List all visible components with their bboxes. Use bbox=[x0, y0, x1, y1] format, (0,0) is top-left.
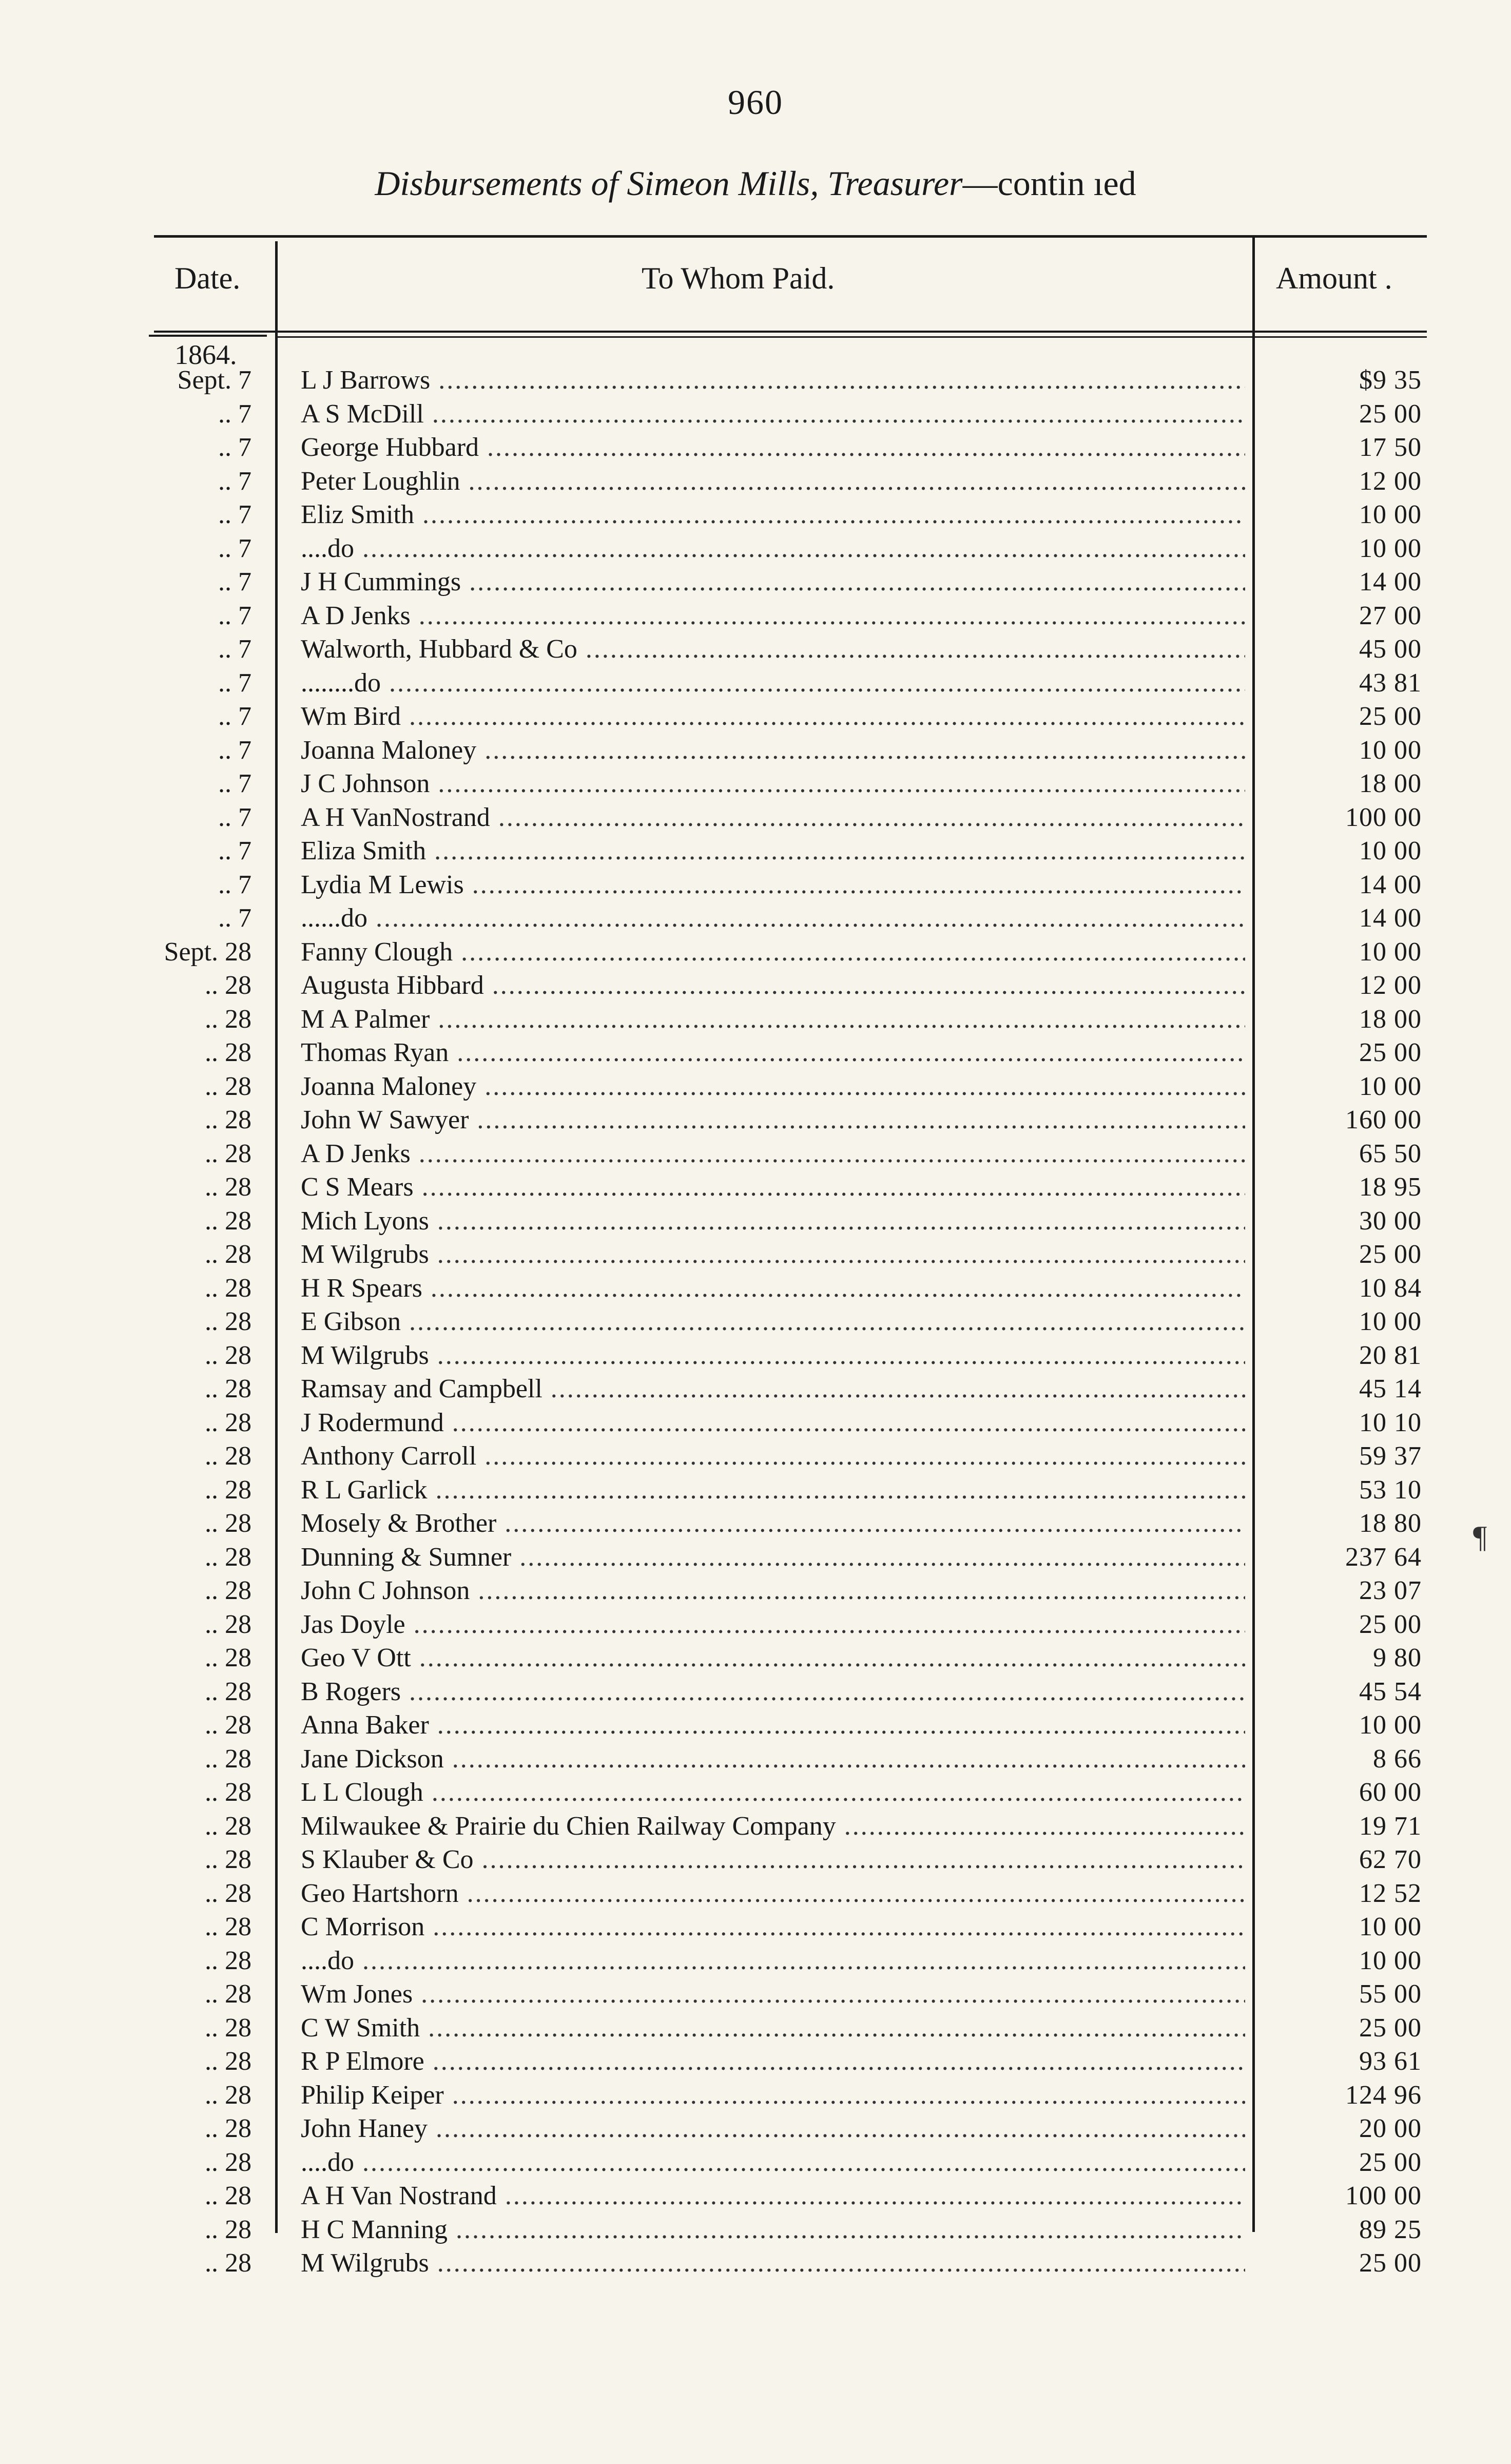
row-payee: Fanny Clough ..... bbox=[301, 935, 1245, 969]
row-amount: 10 84 bbox=[1359, 1273, 1422, 1303]
row-amount: 60 00 bbox=[1359, 1778, 1422, 1807]
table-row bbox=[0, 767, 1511, 801]
row-amount: 10 00 bbox=[1359, 1912, 1422, 1941]
row-payee: A D Jenks ..... bbox=[301, 1137, 1245, 1171]
row-amount: 10 00 bbox=[1359, 735, 1422, 765]
row-payee: Lydia M Lewis ..... bbox=[301, 868, 1245, 902]
row-date: .. 28 bbox=[205, 1206, 251, 1236]
row-payee: J Rodermund ..... bbox=[301, 1406, 1245, 1440]
row-date: .. 28 bbox=[205, 2147, 251, 2177]
row-date: .. 28 bbox=[205, 2248, 251, 2278]
row-amount: 18 00 bbox=[1359, 769, 1422, 798]
row-payee: Philip Keiper ..... bbox=[301, 2078, 1245, 2112]
table-row bbox=[0, 1507, 1511, 1541]
row-date: .. 7 bbox=[218, 466, 251, 496]
row-date: .. 7 bbox=[218, 702, 251, 731]
title-plain: —contin ıed bbox=[962, 164, 1136, 203]
row-payee: Milwaukee & Prairie du Chien Railway Company ..... bbox=[301, 1810, 1245, 1843]
row-payee: John C Johnson ..... bbox=[301, 1574, 1245, 1608]
table-row bbox=[0, 2213, 1511, 2247]
row-payee: M Wilgrubs ..... bbox=[301, 1339, 1245, 1373]
row-payee: C S Mears ..... bbox=[301, 1170, 1245, 1204]
table-row bbox=[0, 1944, 1511, 1978]
row-amount: 19 71 bbox=[1359, 1811, 1422, 1841]
row-payee: Thomas Ryan ..... bbox=[301, 1036, 1245, 1070]
row-date: .. 28 bbox=[205, 1307, 251, 1336]
row-payee: Augusta Hibbard ..... bbox=[301, 969, 1245, 1003]
row-payee: A H VanNostrand ..... bbox=[301, 801, 1245, 835]
row-amount: 14 00 bbox=[1359, 567, 1422, 596]
row-date: .. 7 bbox=[218, 634, 251, 664]
column-header-amount: Amount . bbox=[1276, 261, 1392, 295]
table-row bbox=[0, 1372, 1511, 1406]
row-date: .. 28 bbox=[205, 1643, 251, 1672]
row-payee: Ramsay and Campbell ..... bbox=[301, 1372, 1245, 1406]
table-row bbox=[0, 1272, 1511, 1305]
row-amount: 10 00 bbox=[1359, 500, 1422, 529]
table-row bbox=[0, 2112, 1511, 2146]
margin-mark: ¶ bbox=[1473, 1520, 1487, 1554]
row-date: .. 7 bbox=[218, 836, 251, 865]
column-header-date: Date. bbox=[175, 261, 241, 295]
row-amount: 45 14 bbox=[1359, 1374, 1422, 1403]
year-underline bbox=[149, 335, 267, 337]
row-payee: S Klauber & Co ..... bbox=[301, 1843, 1245, 1877]
row-payee: L L Clough ..... bbox=[301, 1776, 1245, 1810]
row-date: .. 28 bbox=[205, 1340, 251, 1370]
row-payee: Jane Dickson ..... bbox=[301, 1742, 1245, 1776]
table-row bbox=[0, 1977, 1511, 2011]
row-amount: 14 00 bbox=[1359, 870, 1422, 899]
row-payee: B Rogers ..... bbox=[301, 1675, 1245, 1709]
table-row bbox=[0, 431, 1511, 465]
row-amount: 43 81 bbox=[1359, 668, 1422, 698]
row-date: .. 28 bbox=[205, 2114, 251, 2143]
row-amount: 30 00 bbox=[1359, 1206, 1422, 1236]
row-payee: George Hubbard ..... bbox=[301, 431, 1245, 465]
table-row bbox=[0, 2146, 1511, 2180]
row-amount: 25 00 bbox=[1359, 1609, 1422, 1639]
row-date: .. 28 bbox=[205, 1710, 251, 1740]
table-row bbox=[0, 935, 1511, 969]
row-date: .. 28 bbox=[205, 1609, 251, 1639]
row-amount: 18 00 bbox=[1359, 1004, 1422, 1034]
row-date: .. 28 bbox=[205, 2047, 251, 2076]
row-amount: 20 00 bbox=[1359, 2114, 1422, 2143]
table-row bbox=[0, 1877, 1511, 1911]
row-payee: R L Garlick ..... bbox=[301, 1473, 1245, 1507]
table-row bbox=[0, 1541, 1511, 1574]
table-row bbox=[0, 1036, 1511, 1070]
row-payee: M Wilgrubs ..... bbox=[301, 1238, 1245, 1272]
table-row bbox=[0, 801, 1511, 835]
row-date: .. 7 bbox=[218, 500, 251, 529]
row-amount: 65 50 bbox=[1359, 1139, 1422, 1168]
row-payee: R P Elmore ..... bbox=[301, 2045, 1245, 2078]
table-row bbox=[0, 1641, 1511, 1675]
table-row bbox=[0, 2246, 1511, 2280]
row-amount: 25 00 bbox=[1359, 2248, 1422, 2278]
row-date: .. 28 bbox=[205, 1912, 251, 1941]
row-date: .. 28 bbox=[205, 1542, 251, 1572]
table-row bbox=[0, 1574, 1511, 1608]
disbursement-table bbox=[0, 363, 1511, 2280]
row-payee: Joanna Maloney ..... bbox=[301, 734, 1245, 767]
row-date: .. 28 bbox=[205, 1004, 251, 1034]
table-row bbox=[0, 532, 1511, 566]
row-date: .. 7 bbox=[218, 601, 251, 630]
row-payee: ........do ..... bbox=[301, 666, 1245, 700]
table-row bbox=[0, 1776, 1511, 1810]
row-date: .. 7 bbox=[218, 870, 251, 899]
row-date: .. 7 bbox=[218, 802, 251, 832]
table-row bbox=[0, 1708, 1511, 1742]
table-row bbox=[0, 1238, 1511, 1272]
row-date: .. 28 bbox=[205, 1139, 251, 1168]
row-payee: E Gibson ..... bbox=[301, 1305, 1245, 1339]
row-date: .. 7 bbox=[218, 399, 251, 429]
row-payee: Wm Jones ..... bbox=[301, 1977, 1245, 2011]
row-date: .. 7 bbox=[218, 735, 251, 765]
row-amount: 23 07 bbox=[1359, 1576, 1422, 1605]
table-row bbox=[0, 565, 1511, 599]
row-payee: Mosely & Brother ..... bbox=[301, 1507, 1245, 1541]
table-row bbox=[0, 1339, 1511, 1373]
row-amount: 17 50 bbox=[1359, 433, 1422, 462]
row-amount: 10 00 bbox=[1359, 937, 1422, 967]
row-amount: 25 00 bbox=[1359, 2013, 1422, 2043]
column-header-payee: To Whom Paid. bbox=[642, 261, 835, 295]
table-row bbox=[0, 1070, 1511, 1104]
row-amount: 18 95 bbox=[1359, 1172, 1422, 1202]
row-amount: 59 37 bbox=[1359, 1441, 1422, 1471]
row-date: .. 7 bbox=[218, 769, 251, 798]
row-date: .. 28 bbox=[205, 1105, 251, 1134]
table-row bbox=[0, 2179, 1511, 2213]
table-row bbox=[0, 599, 1511, 633]
table-row bbox=[0, 2045, 1511, 2078]
row-payee: Wm Bird ..... bbox=[301, 700, 1245, 734]
row-date: .. 28 bbox=[205, 1677, 251, 1706]
row-amount: 45 54 bbox=[1359, 1677, 1422, 1706]
row-payee: A H Van Nostrand ..... bbox=[301, 2179, 1245, 2213]
row-payee: Geo V Ott ..... bbox=[301, 1641, 1245, 1675]
table-row bbox=[0, 1843, 1511, 1877]
row-date: .. 7 bbox=[218, 668, 251, 698]
row-payee: Peter Loughlin ..... bbox=[301, 465, 1245, 498]
table-row bbox=[0, 1910, 1511, 1944]
table-row bbox=[0, 1675, 1511, 1709]
table-row bbox=[0, 2078, 1511, 2112]
table-row bbox=[0, 1103, 1511, 1137]
row-amount: 10 00 bbox=[1359, 1307, 1422, 1336]
row-payee: John W Sawyer ..... bbox=[301, 1103, 1245, 1137]
row-payee: A D Jenks ..... bbox=[301, 599, 1245, 633]
table-row bbox=[0, 498, 1511, 532]
row-amount: 12 52 bbox=[1359, 1878, 1422, 1908]
row-amount: 25 00 bbox=[1359, 1038, 1422, 1067]
page-number: 960 bbox=[728, 83, 783, 122]
row-date: .. 28 bbox=[205, 971, 251, 1000]
row-payee: Dunning & Sumner ..... bbox=[301, 1541, 1245, 1574]
row-date: .. 7 bbox=[218, 567, 251, 596]
row-payee: ......do ..... bbox=[301, 901, 1245, 935]
table-row bbox=[0, 632, 1511, 666]
table-row bbox=[0, 734, 1511, 767]
row-payee: Geo Hartshorn ..... bbox=[301, 1877, 1245, 1911]
row-amount: 18 80 bbox=[1359, 1509, 1422, 1538]
row-amount: 160 00 bbox=[1345, 1105, 1422, 1134]
row-date: .. 28 bbox=[205, 1441, 251, 1471]
row-date: .. 28 bbox=[205, 1240, 251, 1269]
row-date: .. 28 bbox=[205, 1946, 251, 1975]
row-date: .. 28 bbox=[205, 1374, 251, 1403]
table-row bbox=[0, 465, 1511, 498]
row-amount: 9 80 bbox=[1373, 1643, 1422, 1672]
table-row bbox=[0, 397, 1511, 431]
table-row bbox=[0, 363, 1511, 397]
title-italic: Disbursements of Simeon Mills, Treasurer bbox=[375, 164, 963, 203]
table-row bbox=[0, 969, 1511, 1003]
row-amount: 89 25 bbox=[1359, 2215, 1422, 2244]
table-row bbox=[0, 1608, 1511, 1642]
table-row bbox=[0, 834, 1511, 868]
row-date: Sept. 7 bbox=[177, 365, 251, 395]
header-top-rule bbox=[154, 235, 1427, 238]
table-row bbox=[0, 1473, 1511, 1507]
row-payee: ....do ..... bbox=[301, 1944, 1245, 1978]
row-amount: 25 00 bbox=[1359, 2147, 1422, 2177]
row-amount: 12 00 bbox=[1359, 971, 1422, 1000]
row-payee: ....do ..... bbox=[301, 2146, 1245, 2180]
row-amount: 124 96 bbox=[1345, 2080, 1422, 2110]
table-row bbox=[0, 1204, 1511, 1238]
row-date: .. 28 bbox=[205, 2181, 251, 2210]
table-row bbox=[0, 1406, 1511, 1440]
row-amount: 10 10 bbox=[1359, 1408, 1422, 1437]
row-payee: L J Barrows ..... bbox=[301, 363, 1245, 397]
row-payee: M A Palmer ..... bbox=[301, 1003, 1245, 1036]
row-date: Sept. 28 bbox=[164, 937, 251, 967]
row-date: .. 28 bbox=[205, 1744, 251, 1774]
row-date: .. 28 bbox=[205, 1408, 251, 1437]
table-row bbox=[0, 1137, 1511, 1171]
table-row bbox=[0, 1003, 1511, 1036]
row-payee: A S McDill ..... bbox=[301, 397, 1245, 431]
row-payee: Eliz Smith ..... bbox=[301, 498, 1245, 532]
table-row bbox=[0, 901, 1511, 935]
row-payee: Anna Baker ..... bbox=[301, 1708, 1245, 1742]
row-date: .. 28 bbox=[205, 1778, 251, 1807]
row-payee: Anthony Carroll ..... bbox=[301, 1439, 1245, 1473]
row-date: .. 7 bbox=[218, 433, 251, 462]
row-payee: H C Manning ..... bbox=[301, 2213, 1245, 2247]
row-payee: Jas Doyle ..... bbox=[301, 1608, 1245, 1642]
row-amount: 25 00 bbox=[1359, 399, 1422, 429]
row-date: .. 28 bbox=[205, 2080, 251, 2110]
table-row bbox=[0, 1305, 1511, 1339]
table-row bbox=[0, 1810, 1511, 1843]
row-date: .. 28 bbox=[205, 1038, 251, 1067]
row-date: .. 7 bbox=[218, 533, 251, 563]
row-amount: 10 00 bbox=[1359, 1946, 1422, 1975]
row-date: .. 28 bbox=[205, 1576, 251, 1605]
row-amount: 10 00 bbox=[1359, 1071, 1422, 1101]
row-date: .. 28 bbox=[205, 1475, 251, 1505]
row-payee: John Haney ..... bbox=[301, 2112, 1245, 2146]
row-amount: 100 00 bbox=[1345, 2181, 1422, 2210]
row-amount: 25 00 bbox=[1359, 702, 1422, 731]
row-amount: 12 00 bbox=[1359, 466, 1422, 496]
table-row bbox=[0, 666, 1511, 700]
row-payee: Mich Lyons ..... bbox=[301, 1204, 1245, 1238]
table-row bbox=[0, 700, 1511, 734]
row-payee: C Morrison ..... bbox=[301, 1910, 1245, 1944]
row-amount: 53 10 bbox=[1359, 1475, 1422, 1505]
row-amount: 25 00 bbox=[1359, 1240, 1422, 1269]
row-payee: ....do ..... bbox=[301, 532, 1245, 566]
table-row bbox=[0, 868, 1511, 902]
row-payee: Eliza Smith ..... bbox=[301, 834, 1245, 868]
row-amount: 62 70 bbox=[1359, 1845, 1422, 1874]
row-amount: 45 00 bbox=[1359, 634, 1422, 664]
row-payee: Joanna Maloney ..... bbox=[301, 1070, 1245, 1104]
row-amount: 20 81 bbox=[1359, 1340, 1422, 1370]
row-amount: 100 00 bbox=[1345, 802, 1422, 832]
row-date: .. 28 bbox=[205, 1172, 251, 1202]
row-date: .. 28 bbox=[205, 1878, 251, 1908]
table-row bbox=[0, 2011, 1511, 2045]
year-label: 1864. bbox=[175, 339, 237, 370]
row-date: .. 7 bbox=[218, 903, 251, 933]
row-date: .. 28 bbox=[205, 1845, 251, 1874]
row-payee: H R Spears ..... bbox=[301, 1272, 1245, 1305]
row-amount: 237 64 bbox=[1345, 1542, 1422, 1572]
table-row bbox=[0, 1170, 1511, 1204]
page-title bbox=[0, 163, 1511, 204]
row-amount: 10 00 bbox=[1359, 1710, 1422, 1740]
row-date: .. 28 bbox=[205, 2215, 251, 2244]
row-amount: 10 00 bbox=[1359, 836, 1422, 865]
row-payee: C W Smith ..... bbox=[301, 2011, 1245, 2045]
table-row bbox=[0, 1742, 1511, 1776]
row-amount: 93 61 bbox=[1359, 2047, 1422, 2076]
row-date: .. 28 bbox=[205, 1509, 251, 1538]
row-payee: J H Cummings ..... bbox=[301, 565, 1245, 599]
row-amount: $9 35 bbox=[1359, 365, 1422, 395]
table-row bbox=[0, 1439, 1511, 1473]
row-amount: 10 00 bbox=[1359, 533, 1422, 563]
row-date: .. 28 bbox=[205, 2013, 251, 2043]
row-date: .. 28 bbox=[205, 1273, 251, 1303]
row-date: .. 28 bbox=[205, 1979, 251, 2009]
row-date: .. 28 bbox=[205, 1811, 251, 1841]
header-bottom-rule bbox=[154, 331, 1427, 333]
row-payee: Walworth, Hubbard & Co ..... bbox=[301, 632, 1245, 666]
row-amount: 8 66 bbox=[1373, 1744, 1422, 1774]
row-payee: M Wilgrubs ..... bbox=[301, 2246, 1245, 2280]
row-date: .. 28 bbox=[205, 1071, 251, 1101]
row-payee: J C Johnson ..... bbox=[301, 767, 1245, 801]
row-amount: 14 00 bbox=[1359, 903, 1422, 933]
row-amount: 27 00 bbox=[1359, 601, 1422, 630]
row-amount: 55 00 bbox=[1359, 1979, 1422, 2009]
